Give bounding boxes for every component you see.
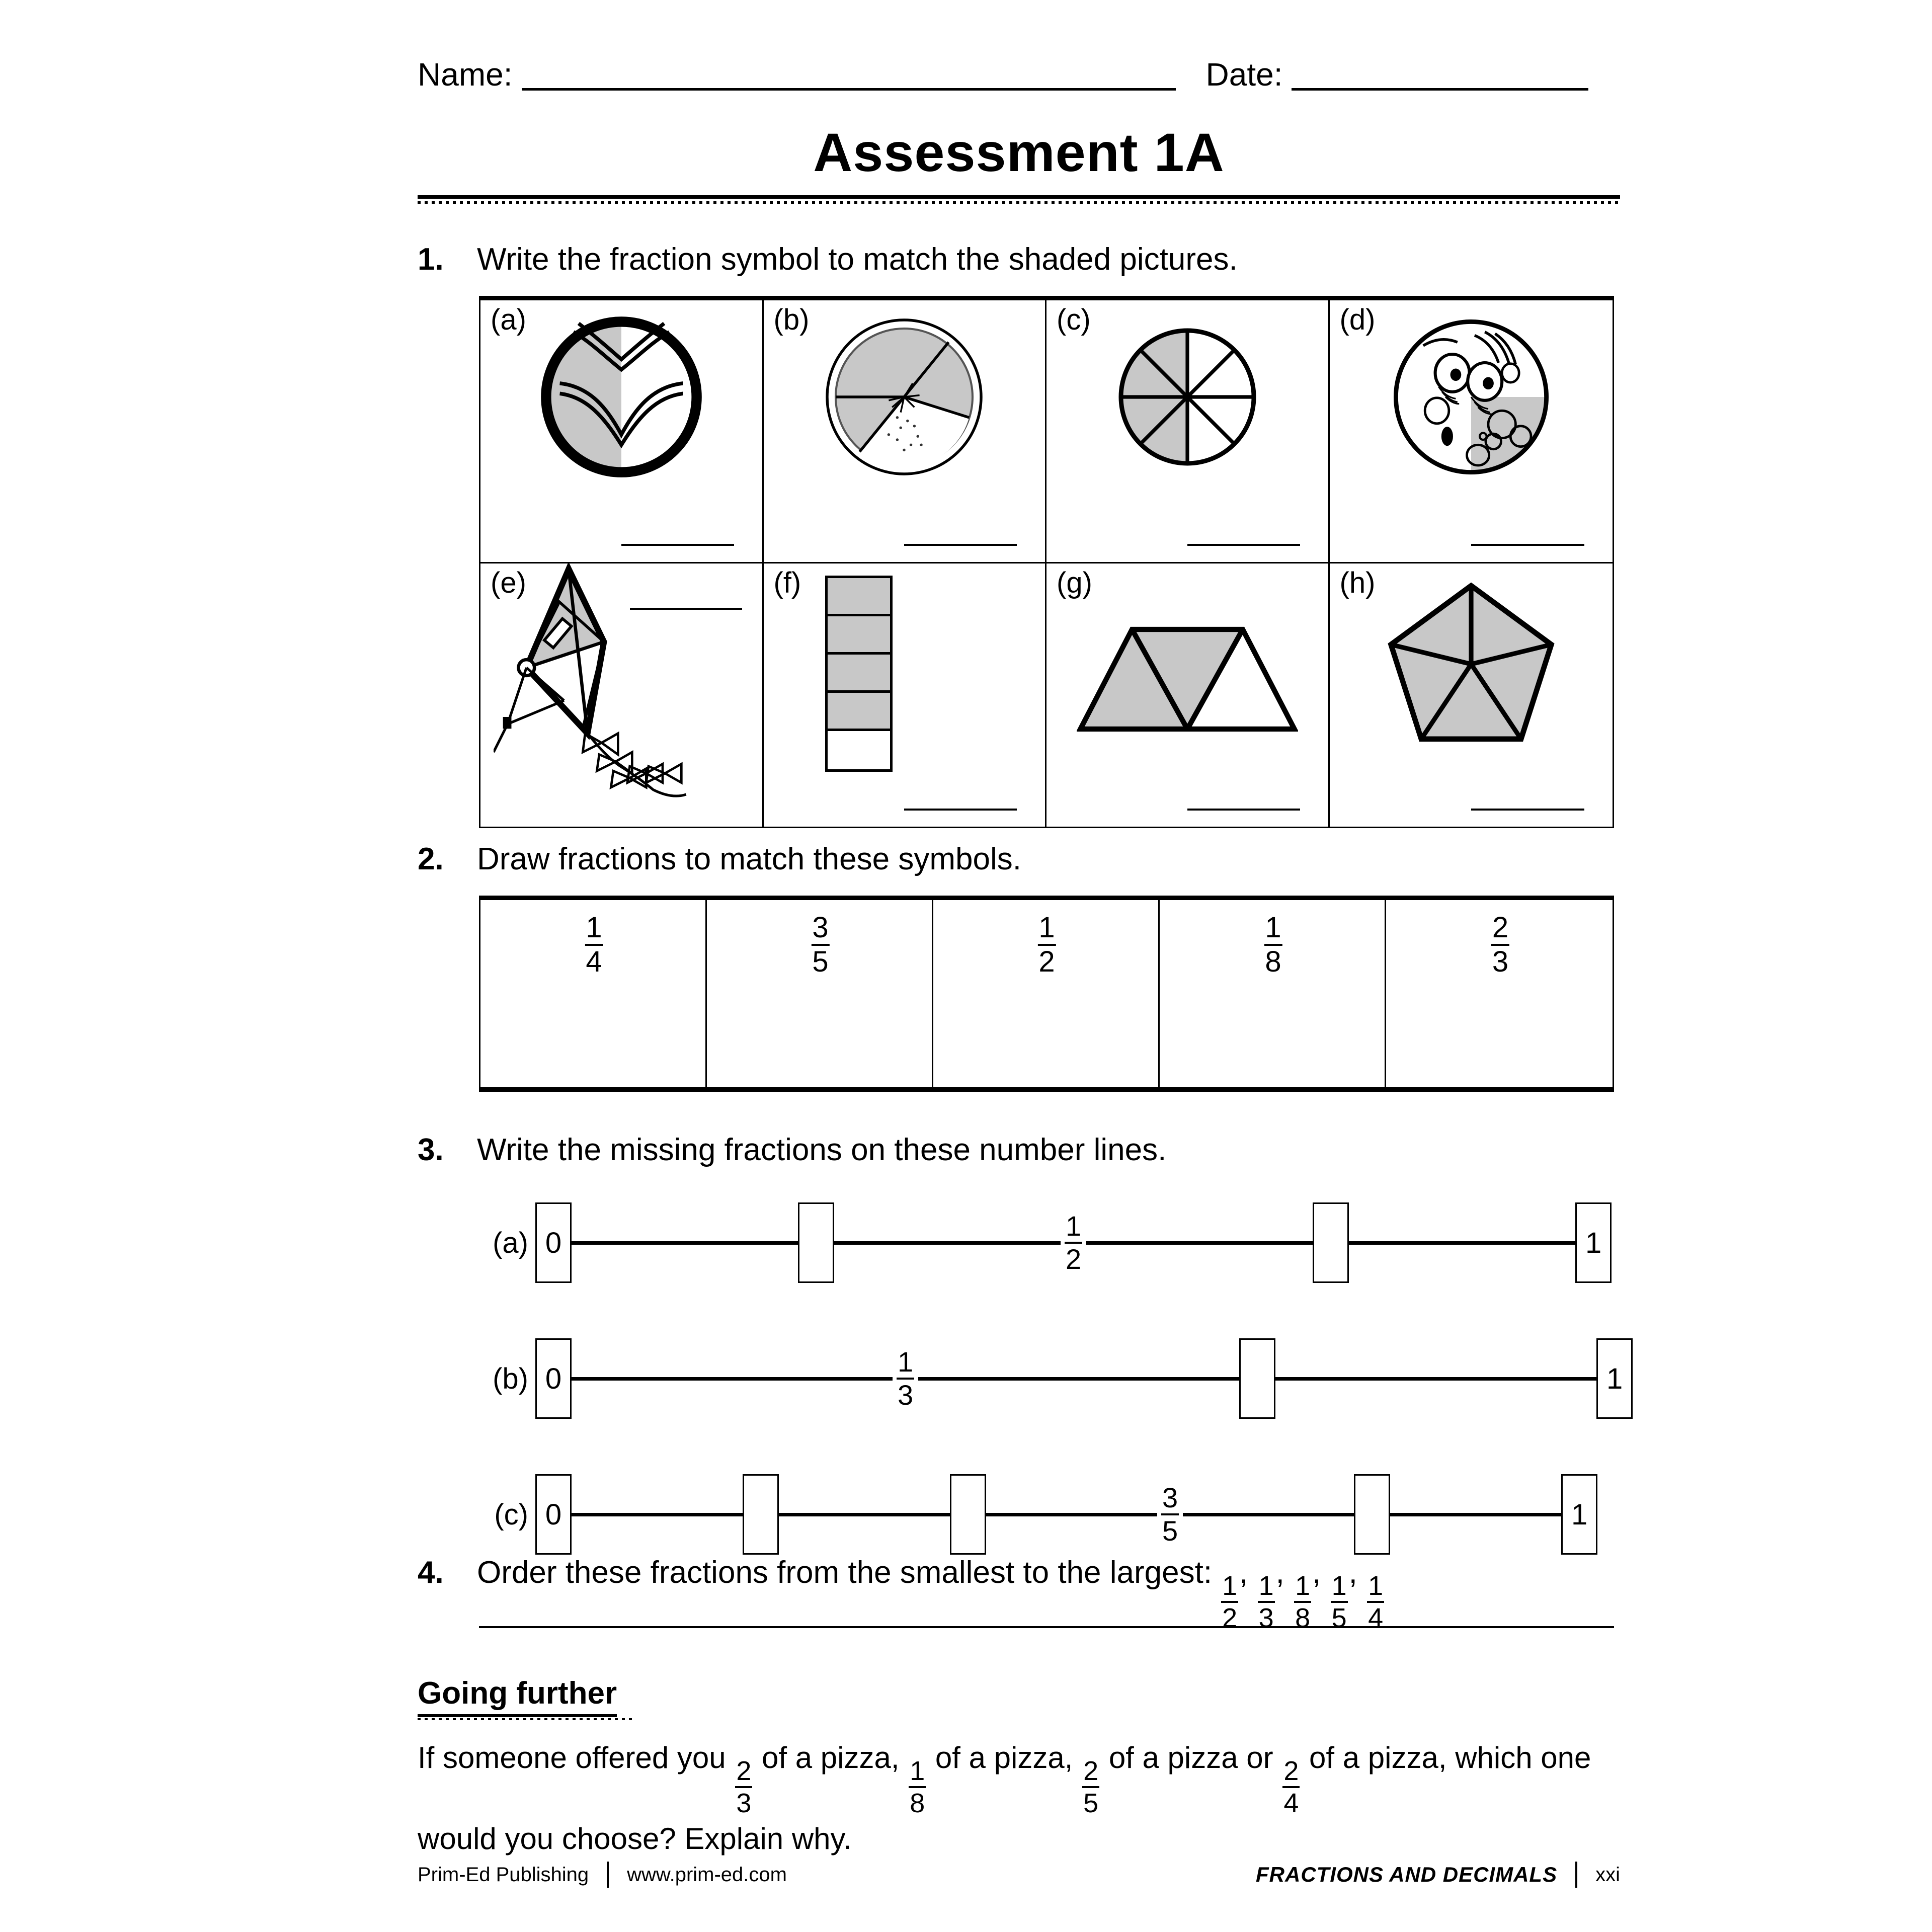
name-label: Name: xyxy=(418,56,513,93)
fraction-1-5: $\frac{1}{5}$ xyxy=(1331,1571,1347,1634)
grid-label-e: (e) xyxy=(491,567,526,599)
fraction-separator: , xyxy=(1239,1555,1248,1590)
fraction-separator: , xyxy=(1348,1555,1357,1590)
tennis-ball-icon xyxy=(536,311,707,482)
line-segment xyxy=(1275,1377,1596,1381)
grid-label-g: (g) xyxy=(1057,567,1092,599)
tick-box-blank[interactable] xyxy=(743,1474,779,1555)
number-line-c xyxy=(473,1474,1597,1555)
question-4-fraction-list xyxy=(1220,1555,1385,1632)
fraction-1-3: $\frac{1}{3}$ xyxy=(1258,1571,1274,1634)
line-segment xyxy=(1183,1513,1354,1516)
question-2-text: Draw fractions to match these symbols. xyxy=(477,842,1021,876)
line-segment xyxy=(1086,1241,1313,1245)
fraction-3-5: 3 5 xyxy=(812,911,829,978)
question-2-heading xyxy=(418,841,1625,877)
line-segment xyxy=(918,1377,1239,1381)
answer-line-g[interactable] xyxy=(1187,809,1300,811)
question-3-heading xyxy=(418,1132,1625,1168)
fraction-1-4: 1 4 xyxy=(586,911,602,978)
number-line-a xyxy=(473,1202,1612,1283)
grid-cell-e xyxy=(480,564,764,827)
bar-segment xyxy=(828,655,890,693)
tick-box-1[interactable]: 1 xyxy=(1575,1202,1612,1283)
answer-line-h[interactable] xyxy=(1471,809,1584,811)
answer-line-b[interactable] xyxy=(904,544,1017,546)
fraction-2-5: $\frac{2}{5}$ xyxy=(1083,1756,1099,1819)
fraction-1-8: 1 8 xyxy=(1265,911,1281,978)
q2-cell[interactable] xyxy=(933,900,1160,1087)
grid-cell-h xyxy=(1330,564,1613,827)
going-further-dotted-rule xyxy=(418,1718,634,1722)
bar-segment xyxy=(828,693,890,731)
gf-text-5: of a pizza, which one would you choose? Explain why. xyxy=(418,1741,1591,1856)
q2-cell[interactable] xyxy=(1386,900,1613,1087)
tick-box-blank[interactable] xyxy=(798,1202,834,1283)
going-further-body xyxy=(418,1736,1620,1861)
moon-face-icon xyxy=(1386,311,1557,482)
grid-cell-a xyxy=(480,300,764,562)
grid-label-a: (a) xyxy=(491,303,526,336)
q2-cell[interactable] xyxy=(1160,900,1386,1087)
line-segment xyxy=(1349,1241,1575,1245)
number-line-b-body xyxy=(535,1338,1633,1419)
number-line-b xyxy=(473,1338,1633,1419)
fraction-1-8: $\frac{1}{8}$ xyxy=(1295,1571,1311,1634)
title-rule xyxy=(418,195,1620,199)
title-dotted-rule xyxy=(418,201,1620,206)
question-1-text: Write the fraction symbol to match the shaded pictures. xyxy=(477,242,1238,277)
answer-line-c[interactable] xyxy=(1187,544,1300,546)
tick-fraction-1-3: $\frac{1}{3}$ xyxy=(893,1348,918,1409)
name-input-line[interactable] xyxy=(522,59,1176,91)
question-4-number: 4. xyxy=(418,1555,444,1590)
grid-label-c: (c) xyxy=(1057,303,1091,336)
gf-text-1: If someone offered you xyxy=(418,1741,726,1775)
fraction-2-3: $\frac{2}{3}$ xyxy=(736,1756,752,1819)
line-segment xyxy=(986,1513,1157,1516)
footer-website[interactable]: www.prim-ed.com xyxy=(627,1863,787,1886)
tick-fraction-1-2: $\frac{1}{2}$ xyxy=(1061,1212,1086,1273)
fraction-2-4: $\frac{2}{4}$ xyxy=(1283,1756,1299,1819)
gf-text-2: of a pizza, xyxy=(762,1741,900,1775)
footer-publisher: Prim-Ed Publishing xyxy=(418,1863,589,1886)
fraction-separator: , xyxy=(1312,1555,1321,1590)
page-title: Assessment 1A xyxy=(813,122,1225,183)
grid-label-h: (h) xyxy=(1339,567,1376,599)
answer-line-a[interactable] xyxy=(621,544,734,546)
fraction-bar-fifths xyxy=(825,576,893,772)
grid-cell-g xyxy=(1046,564,1330,827)
gf-text-4: of a pizza or xyxy=(1108,1741,1273,1775)
name-date-row xyxy=(418,50,1620,91)
footer-page-number: xxi xyxy=(1595,1863,1620,1886)
question-2-number: 2. xyxy=(418,842,444,876)
trapezoid-triangles-icon xyxy=(1077,621,1298,737)
grid-cell-d xyxy=(1330,300,1613,562)
pentagon-fifths-icon xyxy=(1381,579,1562,750)
footer-right-group xyxy=(1256,1862,1620,1888)
bar-segment xyxy=(828,616,890,655)
footer-divider xyxy=(1575,1862,1577,1888)
bar-segment xyxy=(828,731,890,769)
fraction-2-3: 2 3 xyxy=(1492,911,1509,978)
grid-cell-b xyxy=(764,300,1047,562)
date-input-line[interactable] xyxy=(1292,59,1588,91)
number-line-a-body xyxy=(535,1202,1612,1283)
answer-line-d[interactable] xyxy=(1471,544,1584,546)
going-further-divider xyxy=(479,1626,1614,1628)
grid-cell-c xyxy=(1046,300,1330,562)
question-2-answer-boxes xyxy=(479,896,1614,1092)
grid-row-top xyxy=(480,300,1613,564)
tick-box-1[interactable]: 1 xyxy=(1561,1474,1597,1555)
tick-box-0[interactable]: 0 xyxy=(535,1202,572,1283)
line-segment xyxy=(572,1241,798,1245)
going-further-title: Going further xyxy=(418,1675,617,1717)
line-segment xyxy=(572,1377,893,1381)
question-3-number: 3. xyxy=(418,1133,444,1167)
grid-label-f: (f) xyxy=(773,567,801,599)
fraction-1-8: $\frac{1}{8}$ xyxy=(910,1756,925,1819)
fraction-1-4: $\frac{1}{4}$ xyxy=(1368,1571,1384,1634)
tick-box-blank[interactable] xyxy=(1239,1338,1275,1419)
grid-cell-f xyxy=(764,564,1047,827)
kite-icon xyxy=(494,564,705,800)
tick-fraction-3-5: $\frac{3}{5}$ xyxy=(1157,1484,1183,1545)
footer-divider xyxy=(607,1862,609,1888)
answer-line-e[interactable] xyxy=(630,608,743,610)
grid-label-b: (b) xyxy=(773,303,810,336)
question-1-heading xyxy=(418,242,1625,277)
footer-book-title: FRACTIONS AND DECIMALS xyxy=(1256,1863,1558,1886)
fraction-1-2: 1 2 xyxy=(1038,911,1055,978)
number-line-b-label: (b) xyxy=(493,1362,528,1395)
line-segment xyxy=(1390,1513,1561,1516)
pizza-quarters-icon xyxy=(819,311,990,482)
number-line-c-label: (c) xyxy=(494,1498,528,1531)
fraction-1-2: $\frac{1}{2}$ xyxy=(1222,1571,1238,1634)
date-label: Date: xyxy=(1205,56,1283,93)
grid-row-bottom xyxy=(480,564,1613,827)
line-segment xyxy=(779,1513,950,1516)
answer-line-f[interactable] xyxy=(904,809,1017,811)
question-4-text: Order these fractions from the smallest to the largest: xyxy=(477,1555,1213,1590)
question-1-picture-grid xyxy=(479,296,1614,828)
line-segment xyxy=(572,1513,743,1516)
tick-box-0[interactable]: 0 xyxy=(535,1474,572,1555)
tick-box-blank[interactable] xyxy=(1354,1474,1390,1555)
grid-label-d: (d) xyxy=(1339,303,1376,336)
number-line-a-label: (a) xyxy=(493,1226,528,1259)
circle-eighths-icon xyxy=(1112,321,1263,472)
bar-segment xyxy=(828,578,890,616)
number-line-c-body xyxy=(535,1474,1597,1555)
tick-box-blank[interactable] xyxy=(1313,1202,1349,1283)
tick-box-0[interactable]: 0 xyxy=(535,1338,572,1419)
tick-box-blank[interactable] xyxy=(950,1474,986,1555)
question-4-heading xyxy=(418,1555,1625,1632)
question-3-text: Write the missing fractions on these number lines. xyxy=(477,1133,1167,1167)
fraction-separator: , xyxy=(1275,1555,1284,1590)
tick-box-1[interactable]: 1 xyxy=(1596,1338,1633,1419)
page-footer xyxy=(418,1862,1620,1888)
gf-text-3: of a pizza, xyxy=(935,1741,1073,1775)
question-1-number: 1. xyxy=(418,242,444,277)
q2-cell[interactable] xyxy=(707,900,933,1087)
q2-cell[interactable] xyxy=(480,900,707,1087)
line-segment xyxy=(834,1241,1061,1245)
